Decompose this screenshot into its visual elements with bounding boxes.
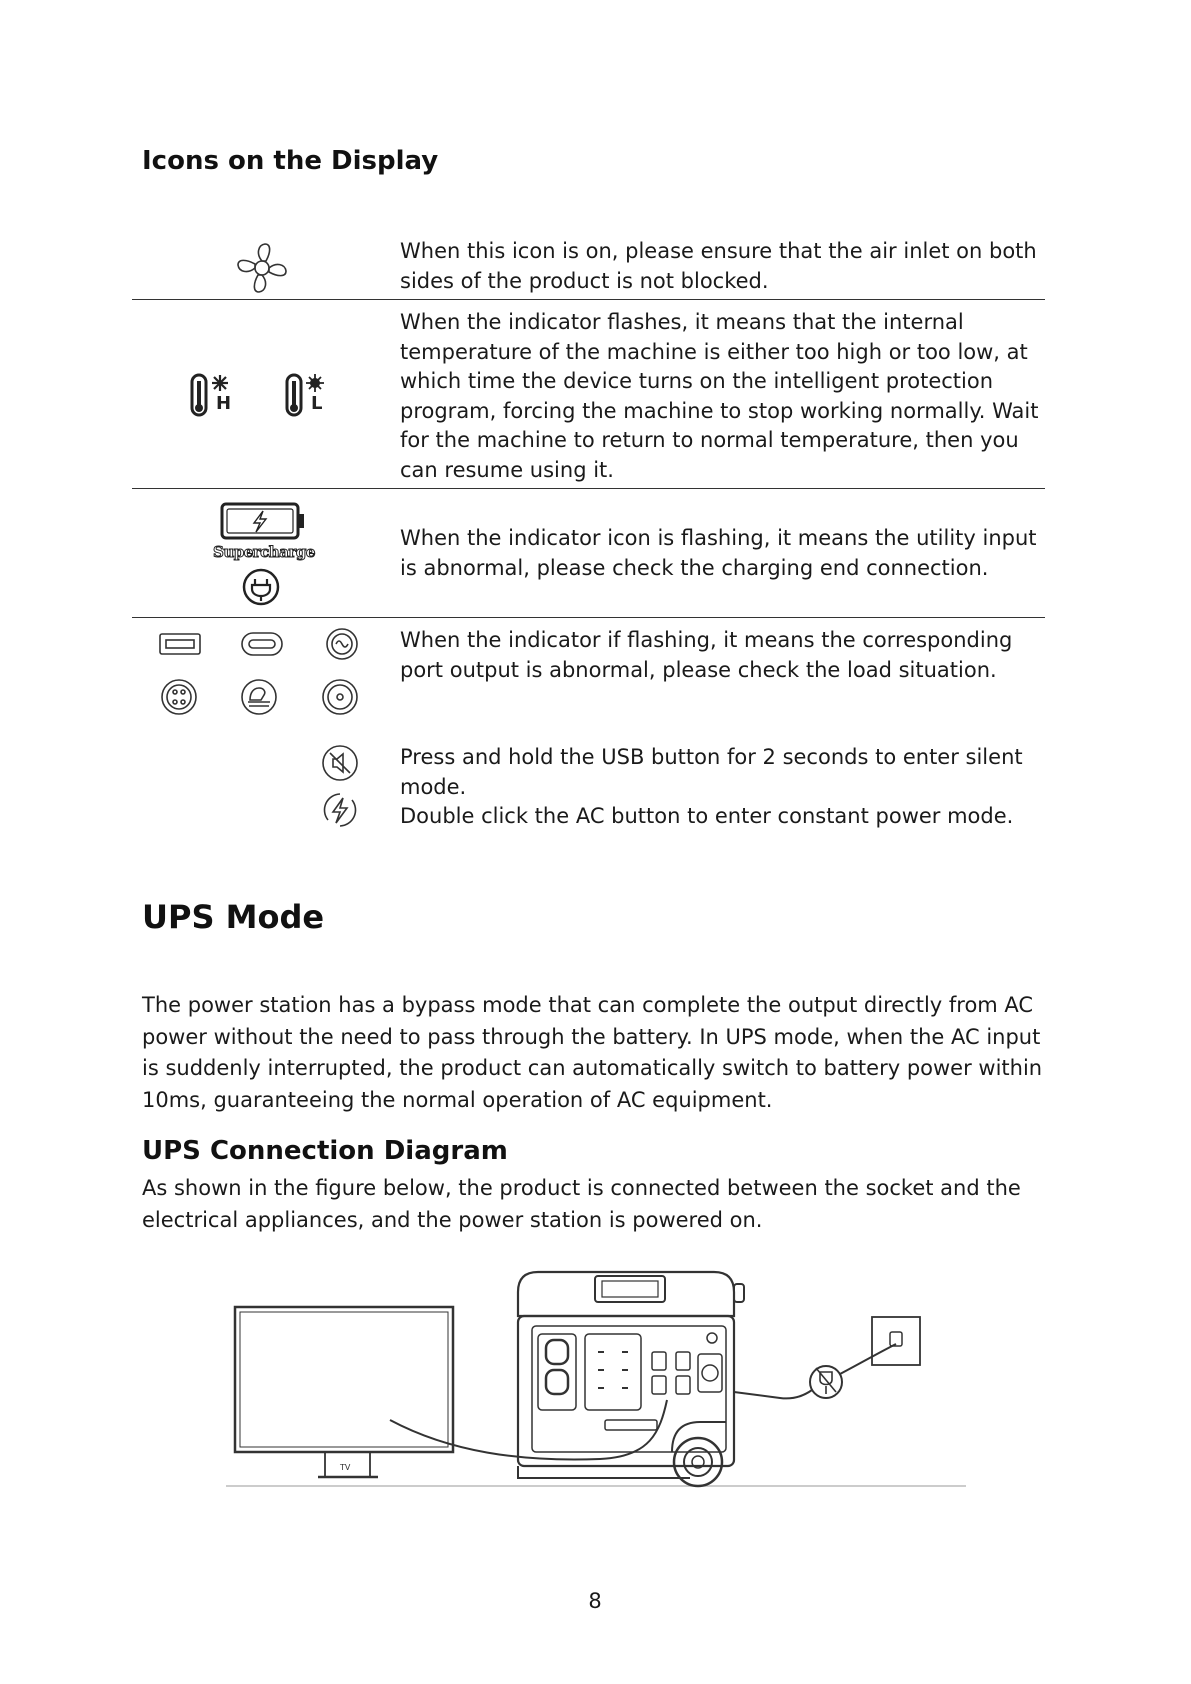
row-modes-text <box>400 743 1030 832</box>
high-temperature-label: H <box>216 393 232 414</box>
wall-cable <box>840 1344 896 1374</box>
input-cable <box>734 1390 812 1398</box>
low-temperature-label: L <box>311 393 323 414</box>
ac-port-icon <box>325 627 359 661</box>
divider <box>132 617 1045 618</box>
usb-a-port-icon <box>158 632 202 656</box>
fan-icon <box>234 240 290 296</box>
constant-power-icon <box>320 790 360 830</box>
plug-icon <box>241 567 281 607</box>
row-ports-text: When the indicator if flashing, it means the corresponding port output is abnormal, please check the load situation. <box>400 628 1013 682</box>
row-temperature-text: When the indicator flashes, it means that the internal temperature of the machine is either too high or too low, at which time the device turns on the intelligent protection program, forcing the machine to stop working normally. Wait for the machine to return to normal temperature, then you can resume using it. <box>400 310 1039 482</box>
heading-icons-on-display: Icons on the Display <box>142 146 439 176</box>
usb-c-port-icon <box>240 631 284 657</box>
divider <box>132 488 1045 489</box>
ups-connection-diagram <box>220 1262 1000 1497</box>
tv-label: TV <box>340 1463 351 1472</box>
heading-ups-mode: UPS Mode <box>142 898 325 936</box>
heading-ups-connection-diagram: UPS Connection Diagram <box>142 1136 508 1166</box>
supercharge-label: Supercharge <box>213 543 315 561</box>
wall-socket-illustration <box>872 1317 920 1365</box>
car-port-icon <box>240 678 278 716</box>
silent-mode-text: Press and hold the USB button for 2 seconds to enter silent mode. <box>400 745 1023 799</box>
silent-mode-icon <box>321 744 359 782</box>
diagram-paragraph: As shown in the figure below, the product is connected between the socket and the electrical appliances, and the power station is powered on. <box>142 1176 1021 1232</box>
row-fan-text: When this icon is on, please ensure that the air inlet on both sides of the product is not blocked. <box>400 239 1037 293</box>
constant-power-text: Double click the AC button to enter constant power mode. <box>400 804 1014 828</box>
row-supercharge-text: When the indicator icon is flashing, it means the utility input is abnormal, please check the charging end connection. <box>400 526 1037 580</box>
battery-supercharge-icon <box>220 502 306 542</box>
divider <box>132 299 1045 300</box>
ups-paragraph: The power station has a bypass mode that can complete the output directly from AC power without the need to pass through the battery. In UPS mode, when the AC input is suddenly interrupted, the product can automatically switch to battery power within 10ms, guaranteeing the normal operation of AC equipment. <box>142 993 1043 1112</box>
tv-illustration <box>235 1307 453 1477</box>
aviation-port-icon <box>160 678 198 716</box>
dc-port-icon <box>321 678 359 716</box>
page-number: 8 <box>588 1589 602 1613</box>
